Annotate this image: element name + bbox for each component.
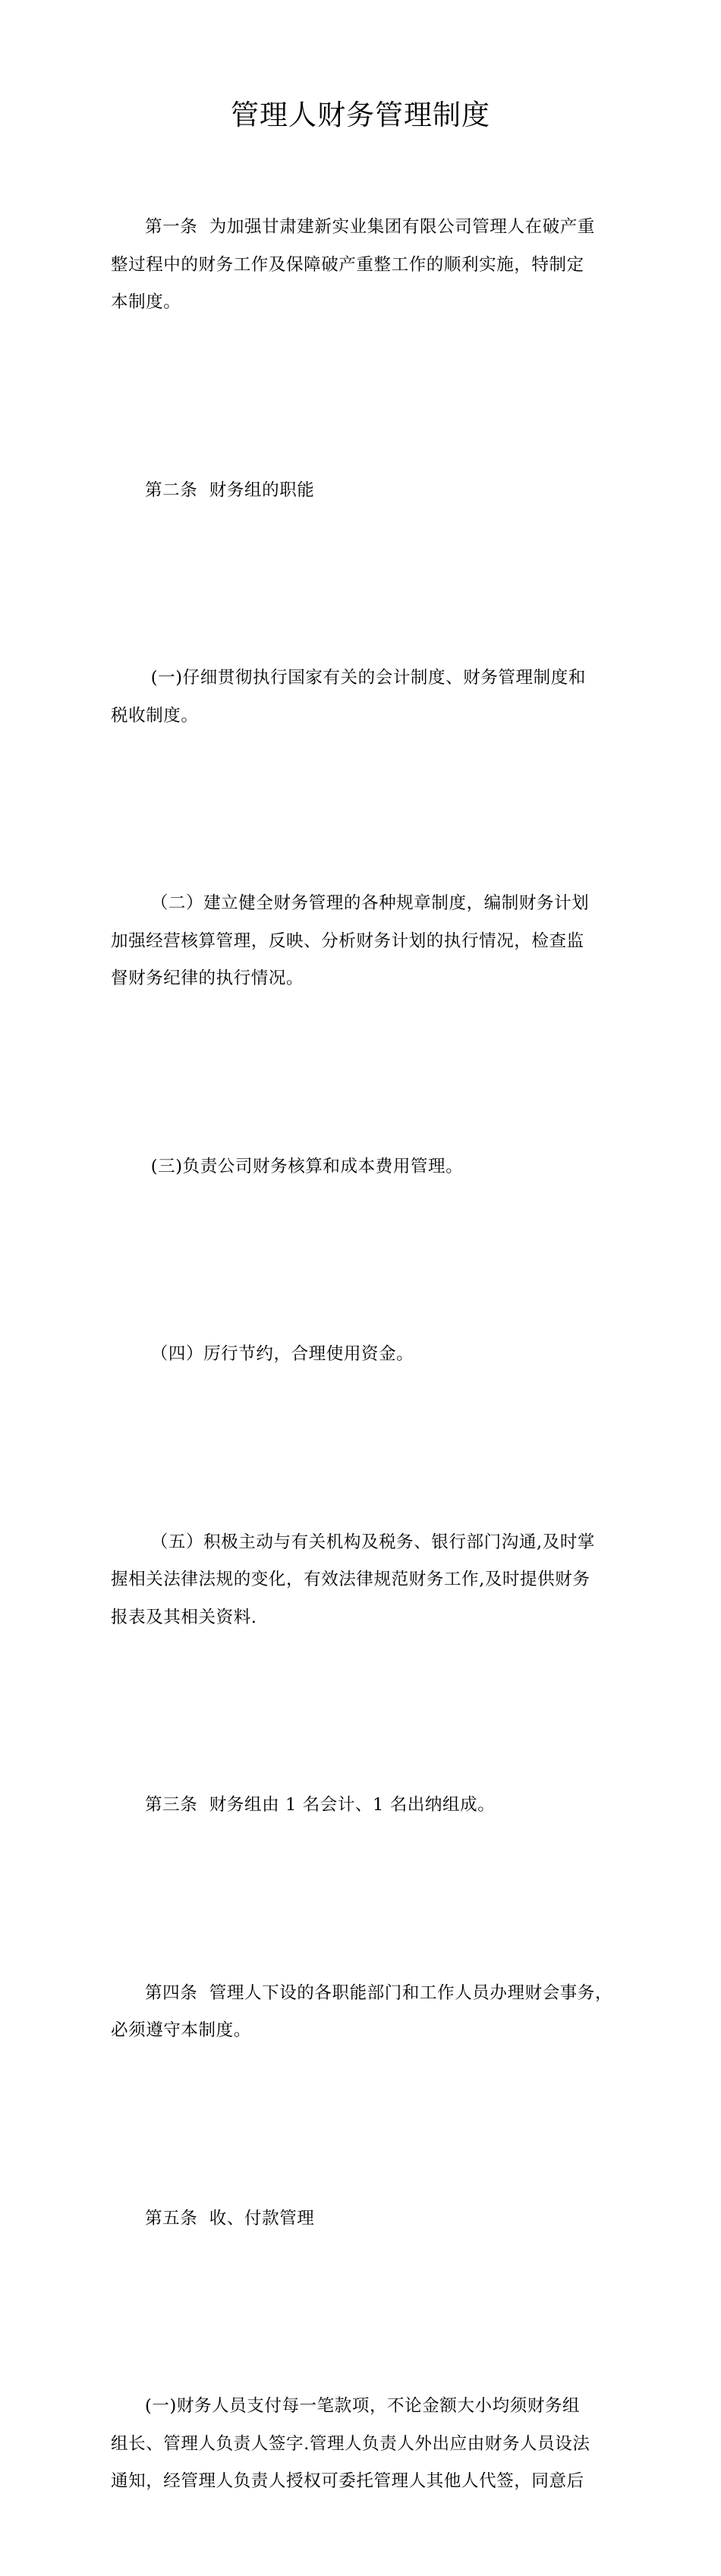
article-3-paragraph xyxy=(111,1712,615,1900)
text-line: （五）积极主动与有关机构及税务、银行部门沟通,及时掌 xyxy=(145,1532,596,1552)
article-2-item-4 xyxy=(111,1261,615,1449)
text-line: 组长、管理人负责人签字.管理人负责人外出应由财务人员设法 xyxy=(111,2433,590,2454)
document-body xyxy=(111,134,615,2576)
text-line: 本制度。 xyxy=(111,292,181,312)
article-1-paragraph xyxy=(111,134,615,397)
article-2-item-2 xyxy=(111,810,615,1073)
text-line: 第四条 管理人下设的各职能部门和工作人员办理财会事务， xyxy=(145,1982,613,2003)
text-line: 第三条 财务组由 1 名会计、1 名出纳组成。 xyxy=(145,1795,496,1815)
text-line: 第一条 为加强甘肃建新实业集团有限公司管理人在破产重 xyxy=(145,217,596,237)
text-line: 必须遵守本制度。 xyxy=(111,2020,251,2040)
text-line: 通知，经管理人负责人授权可委托管理人其他人代签，同意后 xyxy=(111,2471,584,2491)
text-line: 加强经营核算管理，反映、分析财务计划的执行情况，检查监 xyxy=(111,931,584,951)
article-5-heading xyxy=(111,2125,615,2313)
article-2-heading xyxy=(111,397,615,585)
text-line: （二）建立健全财务管理的各种规章制度，编制财务计划 xyxy=(145,893,590,913)
text-line: 第五条 收、付款管理 xyxy=(145,2208,315,2228)
text-line: 报表及其相关资料. xyxy=(111,1607,257,1627)
article-2-item-1 xyxy=(111,584,615,810)
text-line: 税收制度。 xyxy=(111,705,199,726)
article-2-item-3 xyxy=(111,1073,615,1261)
article-4-paragraph xyxy=(111,1900,615,2125)
text-line: （四）厉行节约，合理使用资金。 xyxy=(145,1344,414,1364)
text-line: 握相关法律法规的变化，有效法律规范财务工作,及时提供财务 xyxy=(111,1570,590,1589)
article-2-item-5 xyxy=(111,1449,615,1712)
text-line: 整过程中的财务工作及保障破产重整工作的顺利实施，特制定 xyxy=(111,254,584,275)
text-line: (一)财务人员支付每一笔款项，不论金额大小均须财务组 xyxy=(145,2396,581,2416)
text-line: 第二条 财务组的职能 xyxy=(145,480,315,500)
document-title: 管理人财务管理制度 xyxy=(231,99,490,131)
text-line: (三)负责公司财务核算和成本费用管理。 xyxy=(145,1156,464,1176)
text-line: 督财务纪律的执行情况。 xyxy=(111,968,304,988)
text-line: (一)仔细贯彻执行国家有关的会计制度、财务管理制度和 xyxy=(145,668,586,688)
article-5-item-1 xyxy=(111,2313,615,2576)
